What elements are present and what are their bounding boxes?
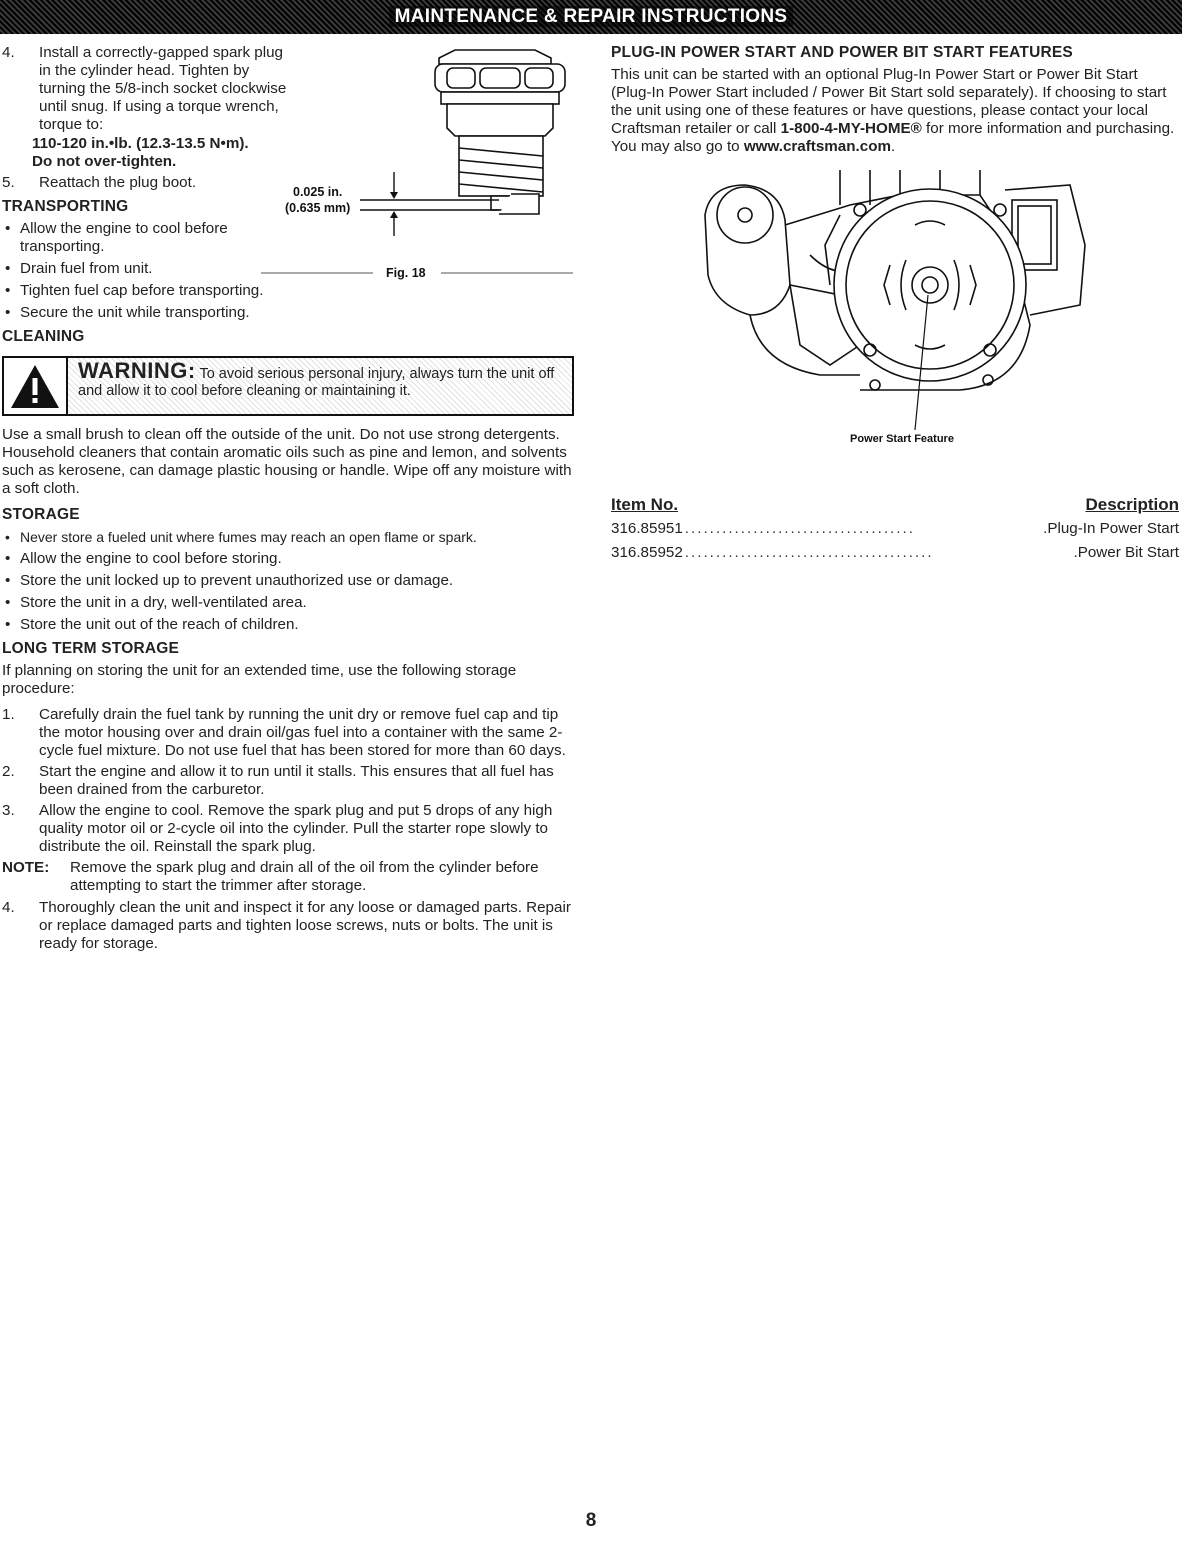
long-term-intro: If planning on storing the unit for an extended time, use the following storage procedure: — [2, 662, 517, 697]
long-term-step-4: 4. Thoroughly clean the unit and inspect it for any loose or damaged parts. Repair or replace damaged parts and tighten loose screws, nuts or bolts. The unit is ready for storage. — [2, 899, 571, 952]
warning-box — [2, 356, 574, 416]
item-no-header: Item No. — [611, 495, 679, 514]
long-term-heading: LONG TERM STORAGE — [2, 640, 180, 657]
header-title: MAINTENANCE & REPAIR INSTRUCTIONS — [389, 6, 794, 27]
transporting-heading: TRANSPORTING — [2, 198, 129, 215]
list-item: • Tighten fuel cap before transporting. — [2, 282, 574, 300]
warning-text: To avoid serious personal injury, always turn the unit off and allow it to cool before cleaning or maintaining it. — [78, 366, 555, 399]
spark-plug-step-5: 5. Reattach the plug boot. — [2, 174, 197, 191]
phone-number: 1-800-4-MY-HOME® — [780, 120, 922, 137]
cleaning-heading: CLEANING — [2, 328, 85, 345]
list-item: • Store the unit out of the reach of children. — [2, 616, 574, 634]
header-banner — [0, 0, 1182, 34]
storage-heading: STORAGE — [2, 506, 80, 523]
list-item: • Secure the unit while transporting. — [2, 304, 574, 322]
gap-mm-label: (0.635 mm) — [285, 201, 351, 215]
long-term-step-1: 1. Carefully drain the fuel tank by running the unit dry or remove fuel cap and tip the motor housing over and drain oil/gas fuel into a container with the same 2-cycle fuel mixture. Do not use fuel that has been stored for more than 60 days. — [2, 706, 566, 759]
note-text: Remove the spark plug and drain all of the oil from the cylinder before attempting to start the trimmer after storage. — [70, 859, 539, 894]
table-row: 316.85952 ........................................ .Power Bit Start — [611, 544, 1179, 561]
spark-plug-figure — [255, 44, 575, 284]
list-item: • Store the unit locked up to prevent unauthorized use or damage. — [2, 572, 574, 590]
items-table-header — [611, 496, 1179, 514]
warning-icon — [4, 358, 68, 414]
description-header: Description — [1085, 495, 1179, 514]
warning-word: WARNING: — [78, 358, 196, 383]
spark-plug-illustration — [255, 44, 575, 284]
table-row: 316.85951 ..................................... .Plug-In Power Start — [611, 520, 1179, 537]
note — [2, 859, 574, 895]
storage-list — [2, 528, 574, 634]
long-term-step-2: 2. Start the engine and allow it to run until it stalls. This ensures that all fuel has been drained from the carburetor. — [2, 763, 554, 798]
plugin-heading: PLUG-IN POWER START AND POWER BIT START FEATURES — [611, 44, 1073, 61]
cleaning-body: Use a small brush to clean off the outside of the unit. Do not use strong detergents. Household cleaners that contain aromatic oils such as pine and lemon, and solvents such as kerosene, can damage plastic housing or handle. Wipe off any moisture with a soft cloth. — [2, 426, 572, 497]
torque-spec: 110-120 in.•lb. (12.3-13.5 N•m). Do not over-tighten. — [32, 135, 249, 170]
list-item: • Store the unit in a dry, well-ventilated area. — [2, 594, 574, 612]
plugin-body: This unit can be started with an optional Plug-In Power Start or Power Bit Start (Plug-In Power Start included / Power Bit Start sold separately). If choosing to start the unit using one of these features or have questions, please contact your local Craftsman retailer or call 1-800-4-MY-HOME® for more information and purchasing. You may also go to www.craftsman.com. — [611, 66, 1175, 155]
gap-inch-label: 0.025 in. — [293, 185, 343, 199]
list-item: • Never store a fueled unit where fumes may reach an open flame or spark. — [2, 528, 574, 546]
note-label: NOTE: — [2, 859, 50, 876]
list-item: • Allow the engine to cool before storing. — [2, 550, 574, 568]
power-start-caption: Power Start Feature — [850, 433, 954, 445]
spark-plug-step-4: 4. Install a correctly-gapped spark plug in the cylinder head. Tighten by turning the 5/8-inch socket clockwise until snug. If using a torque wrench, torque to: — [2, 44, 287, 133]
list-item: • Allow the engine to cool before transporting. — [2, 220, 260, 256]
power-start-figure — [700, 165, 1090, 460]
page-number: 8 — [585, 1510, 597, 1531]
power-start-illustration — [700, 165, 1090, 460]
list-item: • Drain fuel from unit. — [2, 260, 574, 278]
long-term-step-3: 3. Allow the engine to cool. Remove the spark plug and put 5 drops of any high quality motor oil or 2-cycle oil into the cylinder. Pull the starter rope slowly to distribute the oil. Reinstall the spark plug. — [2, 802, 553, 855]
figure-label: Fig. 18 — [386, 266, 426, 280]
website-link: www.craftsman.com — [743, 138, 891, 155]
